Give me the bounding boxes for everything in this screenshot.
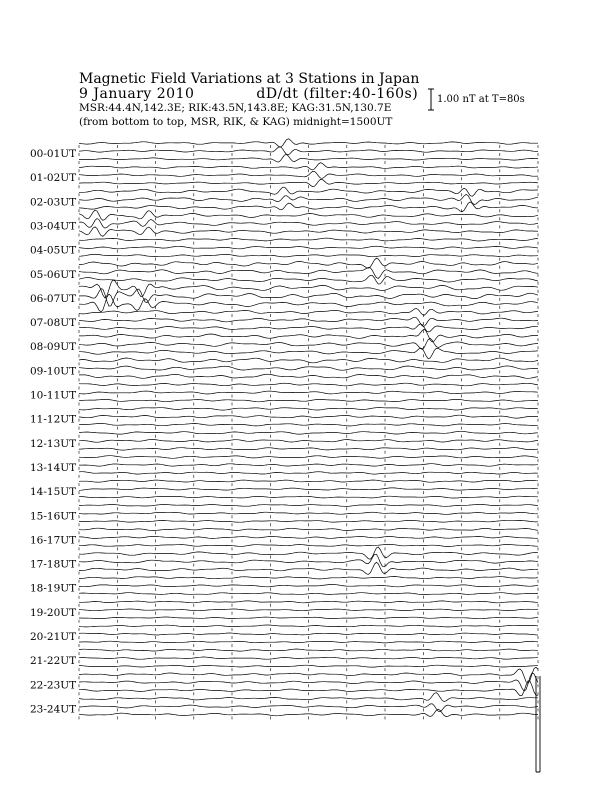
time-ticks (79, 668, 538, 671)
time-ticks (79, 467, 538, 470)
time-ticks (79, 403, 538, 406)
time-ticks (79, 636, 538, 639)
time-ticks (79, 604, 538, 607)
time-ticks (79, 378, 538, 381)
trace-msr (79, 374, 538, 378)
trace-kag (79, 456, 538, 459)
row-label: 16-17UT (30, 534, 77, 547)
trace-kag (79, 528, 538, 530)
time-ticks (79, 660, 538, 663)
time-ticks (79, 443, 538, 446)
time-ticks (79, 459, 538, 462)
chart-date: 9 January 2010 (79, 86, 195, 102)
off-scale-spike (536, 676, 540, 772)
time-ticks (79, 217, 538, 220)
scale-bar-label: 1.00 nT at T=80s (437, 94, 525, 105)
trace-kag (79, 408, 538, 411)
trace-rik (79, 585, 538, 587)
time-ticks (79, 314, 538, 317)
time-ticks (79, 250, 538, 253)
time-ticks (79, 531, 538, 534)
row-label: 20-21UT (30, 631, 77, 643)
time-ticks (79, 596, 538, 599)
trace-kag (79, 383, 538, 386)
time-ticks (79, 523, 538, 526)
trace-rik (79, 633, 538, 635)
row-label: 05-06UT (30, 268, 77, 281)
time-ticks (79, 515, 538, 518)
trace-rik (79, 391, 538, 394)
trace-kag (79, 431, 538, 434)
trace-msr (79, 665, 538, 667)
row-label: 03-04UT (30, 220, 77, 233)
time-ticks (79, 564, 538, 567)
time-ticks (79, 258, 538, 261)
row-label: 17-18UT (30, 558, 77, 571)
station-order-note: (from bottom to top, MSR, RIK, & KAG) midnight=1500UT (79, 116, 393, 128)
time-ticks (79, 233, 538, 236)
trace-msr (79, 496, 538, 498)
time-ticks (79, 290, 538, 293)
time-ticks (79, 628, 538, 631)
time-ticks (79, 306, 538, 309)
trace-rik (79, 246, 538, 249)
time-ticks (79, 539, 538, 542)
time-ticks (79, 620, 538, 623)
time-ticks (79, 177, 538, 180)
trace-rik (79, 536, 538, 538)
time-ticks (79, 362, 538, 365)
time-ticks (79, 572, 538, 575)
trace-msr (79, 423, 538, 426)
row-label: 22-23UT (30, 679, 77, 692)
trace-msr (79, 617, 538, 619)
time-ticks (79, 507, 538, 510)
row-label: 04-05UT (30, 244, 77, 257)
time-ticks (79, 547, 538, 550)
time-ticks (79, 153, 538, 156)
time-ticks (79, 475, 538, 478)
time-ticks (79, 282, 538, 285)
time-ticks (79, 298, 538, 301)
trace-kag (79, 601, 538, 603)
trace-msr (79, 399, 538, 402)
trace-msr (79, 254, 538, 257)
time-ticks (79, 338, 538, 341)
time-ticks (79, 161, 538, 164)
trace-kag (79, 577, 538, 579)
time-ticks (79, 370, 538, 373)
row-label: 07-08UT (30, 317, 77, 329)
time-ticks (79, 588, 538, 591)
trace-rik (79, 657, 538, 659)
trace-kag (79, 358, 538, 363)
time-ticks (79, 274, 538, 277)
trace-msr (79, 593, 538, 595)
time-ticks (79, 451, 538, 454)
time-ticks (79, 209, 538, 212)
row-label: 14-15UT (30, 486, 77, 499)
time-ticks (79, 716, 538, 719)
row-label: 06-07UT (30, 292, 77, 305)
time-ticks (79, 612, 538, 615)
time-ticks (79, 676, 538, 679)
trace-rik (79, 366, 538, 370)
time-ticks (79, 700, 538, 703)
time-ticks (79, 580, 538, 583)
time-ticks (79, 322, 538, 325)
time-ticks (79, 411, 538, 414)
time-ticks (79, 644, 538, 647)
chart-title: Magnetic Field Variations at 3 Stations in Japan (79, 71, 420, 87)
row-label: 18-19UT (30, 582, 77, 595)
trace-msr (79, 641, 538, 643)
trace-rik (79, 440, 538, 443)
trace-rik (79, 673, 538, 691)
row-label: 12-13UT (30, 437, 77, 450)
trace-rik (79, 464, 538, 467)
time-ticks (79, 483, 538, 486)
time-ticks (79, 708, 538, 711)
time-ticks (79, 652, 538, 655)
time-ticks (79, 145, 538, 148)
trace-rik (79, 512, 538, 514)
time-ticks (79, 692, 538, 695)
time-ticks (79, 427, 538, 430)
time-ticks (79, 499, 538, 502)
time-ticks (79, 684, 538, 687)
time-ticks (79, 330, 538, 333)
row-label: 13-14UT (30, 461, 77, 474)
time-ticks (79, 354, 538, 357)
row-label: 15-16UT (30, 510, 77, 523)
trace-kag (79, 625, 538, 627)
trace-msr (79, 448, 538, 451)
trace-rik (79, 609, 538, 611)
scale-bar (428, 89, 434, 110)
time-ticks (79, 346, 538, 349)
chart-measure: dD/dt (filter:40-160s) (256, 86, 419, 102)
time-ticks (79, 556, 538, 559)
time-ticks (79, 419, 538, 422)
row-label: 10-11UT (30, 389, 77, 402)
row-label: 23-24UT (30, 703, 77, 716)
row-label: 08-09UT (30, 341, 77, 354)
trace-kag (79, 504, 538, 506)
row-label: 09-10UT (30, 365, 77, 378)
trace-kag (79, 480, 538, 482)
trace-msr (79, 472, 538, 474)
row-label: 19-20UT (30, 606, 77, 619)
time-ticks (79, 387, 538, 390)
row-label: 00-01UT (30, 148, 77, 160)
time-ticks (79, 395, 538, 398)
trace-msr (79, 520, 538, 522)
trace-rik (79, 415, 538, 418)
row-label: 21-22UT (30, 655, 77, 668)
trace-rik (79, 488, 538, 490)
trace-kag (79, 649, 538, 651)
station-coordinates: MSR:44.4N,142.3E; RIK:43.5N,143.8E; KAG:31.5N,130.7E (79, 102, 392, 114)
time-ticks (79, 225, 538, 228)
row-label: 01-02UT (30, 172, 77, 185)
trace-msr (79, 544, 538, 546)
row-label: 02-03UT (30, 196, 77, 209)
trace-kag (79, 238, 538, 241)
time-ticks (79, 242, 538, 245)
time-ticks (79, 491, 538, 494)
time-ticks (79, 435, 538, 438)
time-ticks (79, 185, 538, 188)
row-label: 11-12UT (30, 413, 77, 426)
time-ticks (79, 169, 538, 172)
time-ticks (79, 266, 538, 269)
